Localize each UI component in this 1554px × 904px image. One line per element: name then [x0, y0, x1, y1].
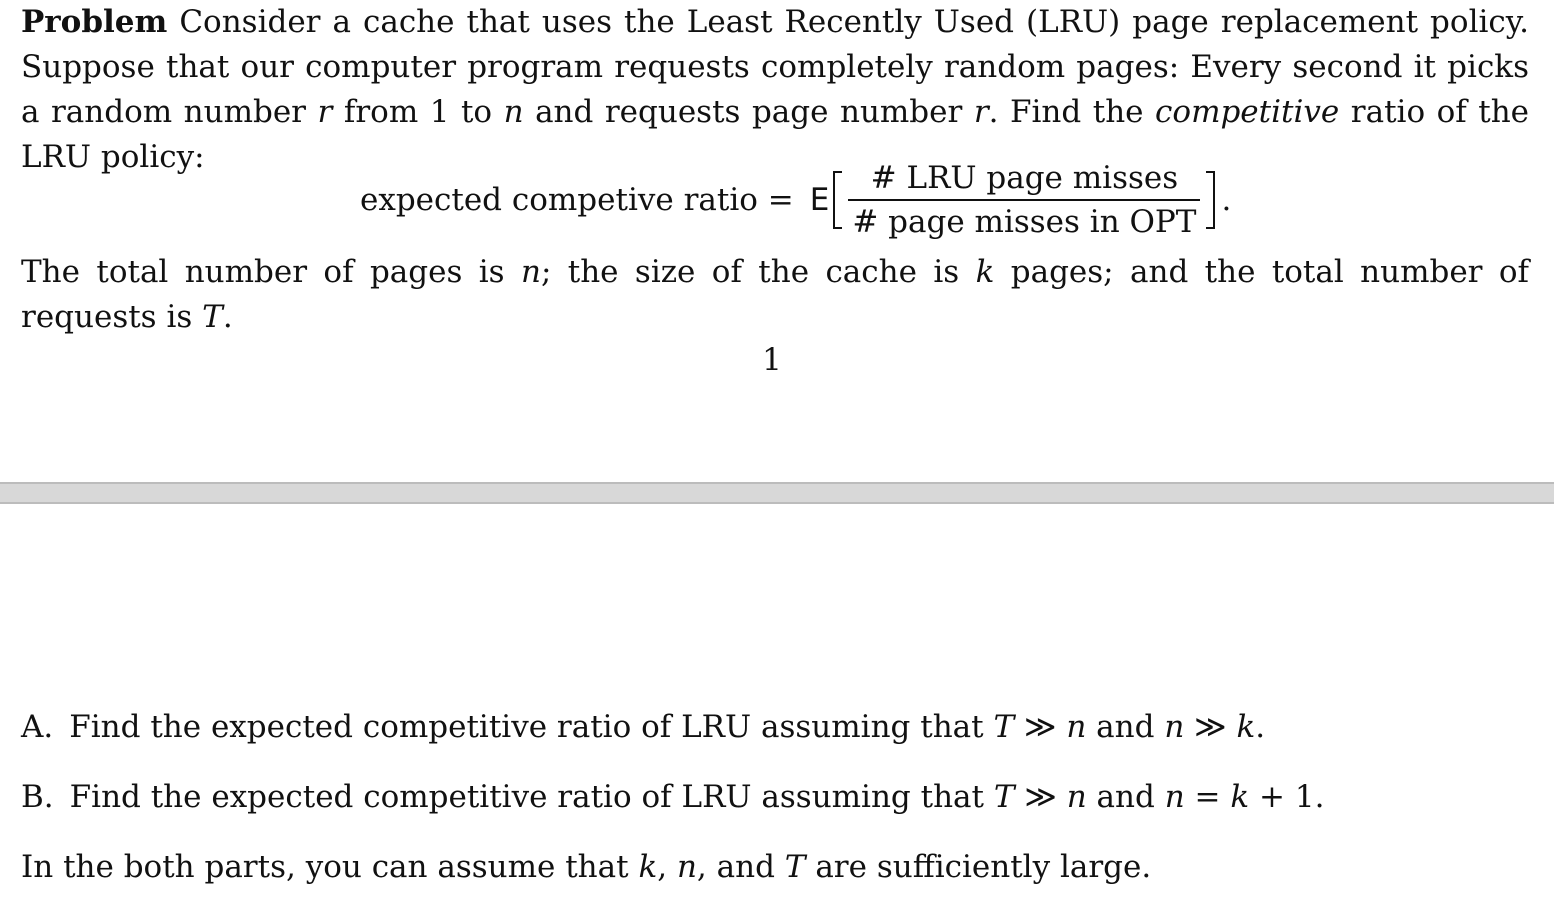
fraction-numerator: # LRU page misses — [870, 160, 1179, 196]
emphasis-competitive: competitive — [1155, 94, 1340, 130]
math-var-k: k — [1230, 779, 1250, 815]
math-var-T: T — [202, 299, 223, 335]
much-greater-symbol: ≫ — [1024, 779, 1057, 815]
much-greater-symbol: ≫ — [1024, 709, 1057, 745]
math-var-k: k — [638, 849, 658, 885]
fraction — [848, 159, 1200, 241]
math-var-n: n — [503, 94, 524, 130]
equation-label: expected competive ratio = — [360, 182, 794, 218]
math-var-T: T — [993, 779, 1015, 815]
part-b-text-1: Find the expected competitive ratio of LRU assuming that — [69, 779, 984, 815]
problem-text-4: . Find the — [988, 94, 1144, 130]
closing-comma: , — [657, 849, 668, 885]
part-a — [21, 705, 1265, 750]
right-bracket — [1206, 171, 1215, 229]
closing-statement — [21, 845, 1151, 890]
math-var-n: n — [520, 254, 541, 290]
closing-text-1: In the both parts, you can assume that — [21, 849, 629, 885]
equation-period: . — [1221, 182, 1232, 218]
problem-text-5: ratio of the LRU policy: — [21, 94, 1530, 175]
problem-text-2: from 1 to — [343, 94, 493, 130]
problem-text-1: Consider a cache that uses the Least Recently Used (LRU) page replacement policy. Suppose that our computer program requests completely random pages: Every second it picks a random number — [21, 4, 1530, 130]
closing-text-2: , and — [696, 849, 775, 885]
left-bracket — [833, 171, 842, 229]
problem-text-3: and requests page number — [535, 94, 963, 130]
fraction-denominator: # page misses in OPT — [852, 204, 1197, 240]
part-a-end: . — [1255, 709, 1266, 745]
math-var-T: T — [993, 709, 1015, 745]
competitive-ratio-equation — [360, 160, 1231, 240]
math-var-r: r — [973, 94, 989, 130]
assumption-text-1: The total number of pages is — [21, 254, 505, 290]
math-var-n: n — [1164, 779, 1185, 815]
math-var-k: k — [975, 254, 995, 290]
closing-text-3: are sufficiently large. — [815, 849, 1152, 885]
equals-symbol: = — [1194, 779, 1221, 815]
math-var-k: k — [1236, 709, 1256, 745]
part-b — [21, 775, 1324, 820]
much-greater-symbol: ≫ — [1194, 709, 1227, 745]
math-var-n: n — [1164, 709, 1185, 745]
expectation-operator: E — [809, 182, 830, 218]
page-number: 1 — [762, 342, 782, 378]
part-a-text-2: and — [1096, 709, 1155, 745]
part-b-text-2: and — [1096, 779, 1155, 815]
page-separator — [0, 482, 1554, 504]
part-a-label: A. — [21, 709, 54, 745]
math-var-n: n — [1066, 709, 1087, 745]
math-var-T: T — [784, 849, 806, 885]
problem-heading: Problem — [21, 4, 168, 40]
part-b-label: B. — [21, 779, 54, 815]
part-a-text-1: Find the expected competitive ratio of LRU assuming that — [69, 709, 984, 745]
assumption-text-2: ; the size of the cache is — [540, 254, 960, 290]
assumptions-statement — [21, 250, 1529, 340]
document-page-2 — [0, 504, 1554, 904]
problem-statement — [21, 0, 1529, 180]
assumption-text-3: pages; and the total number of requests is — [21, 254, 1530, 335]
math-var-n: n — [1066, 779, 1087, 815]
math-var-n: n — [676, 849, 697, 885]
assumption-text-4: . — [222, 299, 233, 335]
math-var-r: r — [317, 94, 333, 130]
part-b-plus-one: + 1. — [1259, 779, 1325, 815]
